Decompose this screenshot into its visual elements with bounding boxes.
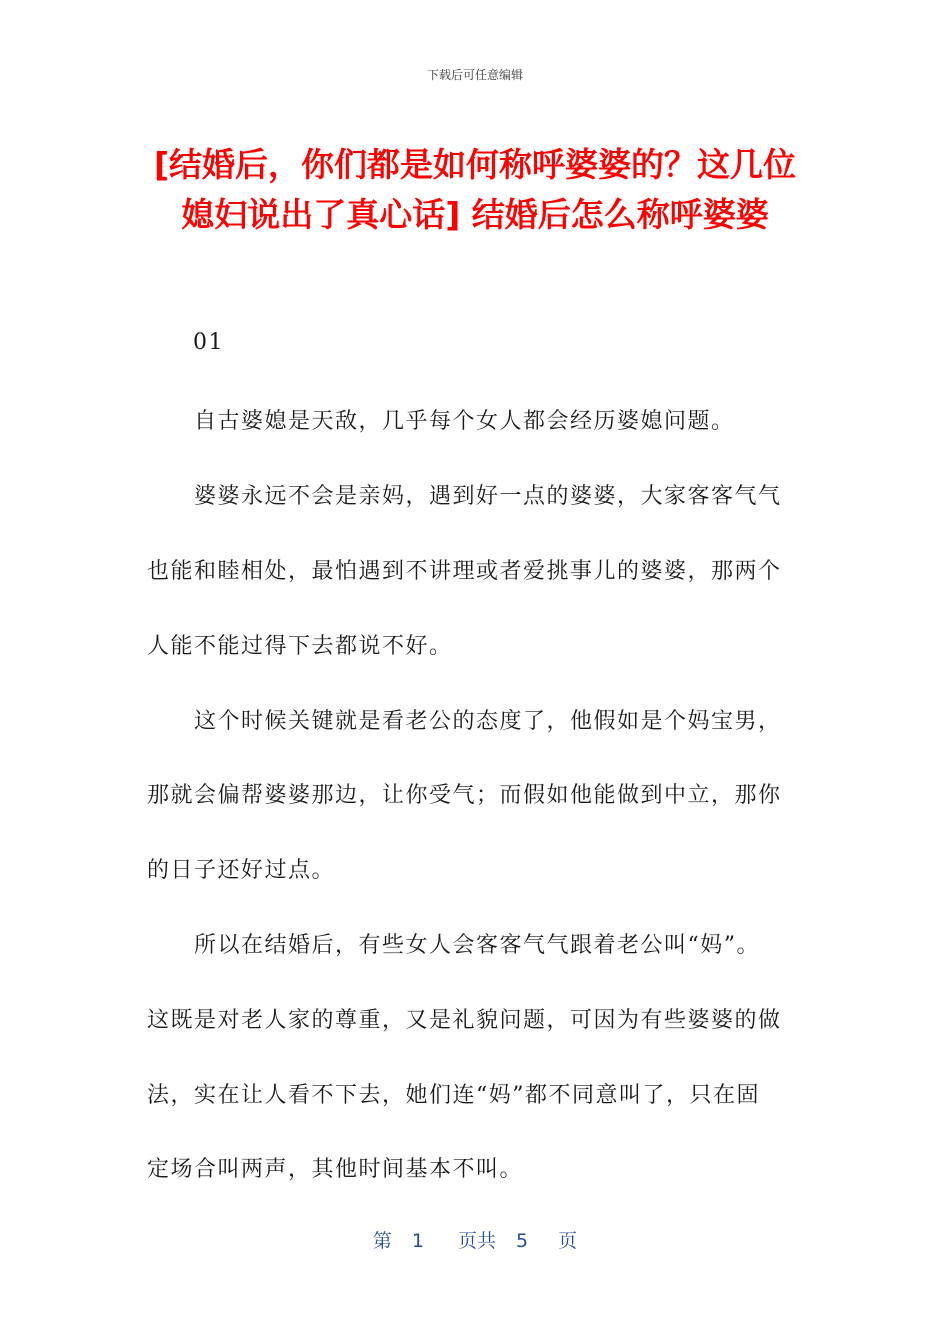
body-line: 的日子还好过点。 [147,858,336,883]
body-line: 自古婆媳是天敌，几乎每个女人都会经历婆媳问题。 [147,409,735,434]
page-suffix: 页 [558,1230,578,1252]
title-line-2: 媳妇说出了真心话] 结婚后怎么称呼婆婆 [181,195,769,234]
section-number: 01 [193,330,224,355]
document-title [120,140,830,240]
body-line: 这个时候关键就是看老公的态度了，他假如是个妈宝男， [147,709,782,734]
body-line: 法，实在让人看不下去，她们连“妈”都不同意叫了，只在固 [147,1083,760,1108]
page-footer [0,1226,950,1253]
body-line: 那就会偏帮婆婆那边，让你受气；而假如他能做到中立，那你 [147,783,782,808]
title-line-1: [结婚后，你们都是如何称呼婆婆的？这几位 [153,145,797,184]
total-pages: 5 [516,1230,529,1252]
body-line: 这既是对老人家的尊重，又是礼貌问题，可因为有些婆婆的做 [147,1008,782,1033]
page-number: 1 [411,1230,424,1252]
page-prefix: 第 [372,1230,392,1252]
body-line: 婆婆永远不会是亲妈，遇到好一点的婆婆，大家客客气气 [147,484,782,509]
header-note: 下载后可任意编辑 [426,68,523,82]
body-line: 定场合叫两声，其他时间基本不叫。 [147,1157,524,1182]
body-line: 也能和睦相处，最怕遇到不讲理或者爱挑事儿的婆婆，那两个 [147,559,782,584]
body-line: 所以在结婚后，有些女人会客客气气跟着老公叫“妈”。 [147,933,760,958]
page-middle: 页共 [457,1230,496,1252]
body-line: 人能不能过得下去都说不好。 [147,634,453,659]
